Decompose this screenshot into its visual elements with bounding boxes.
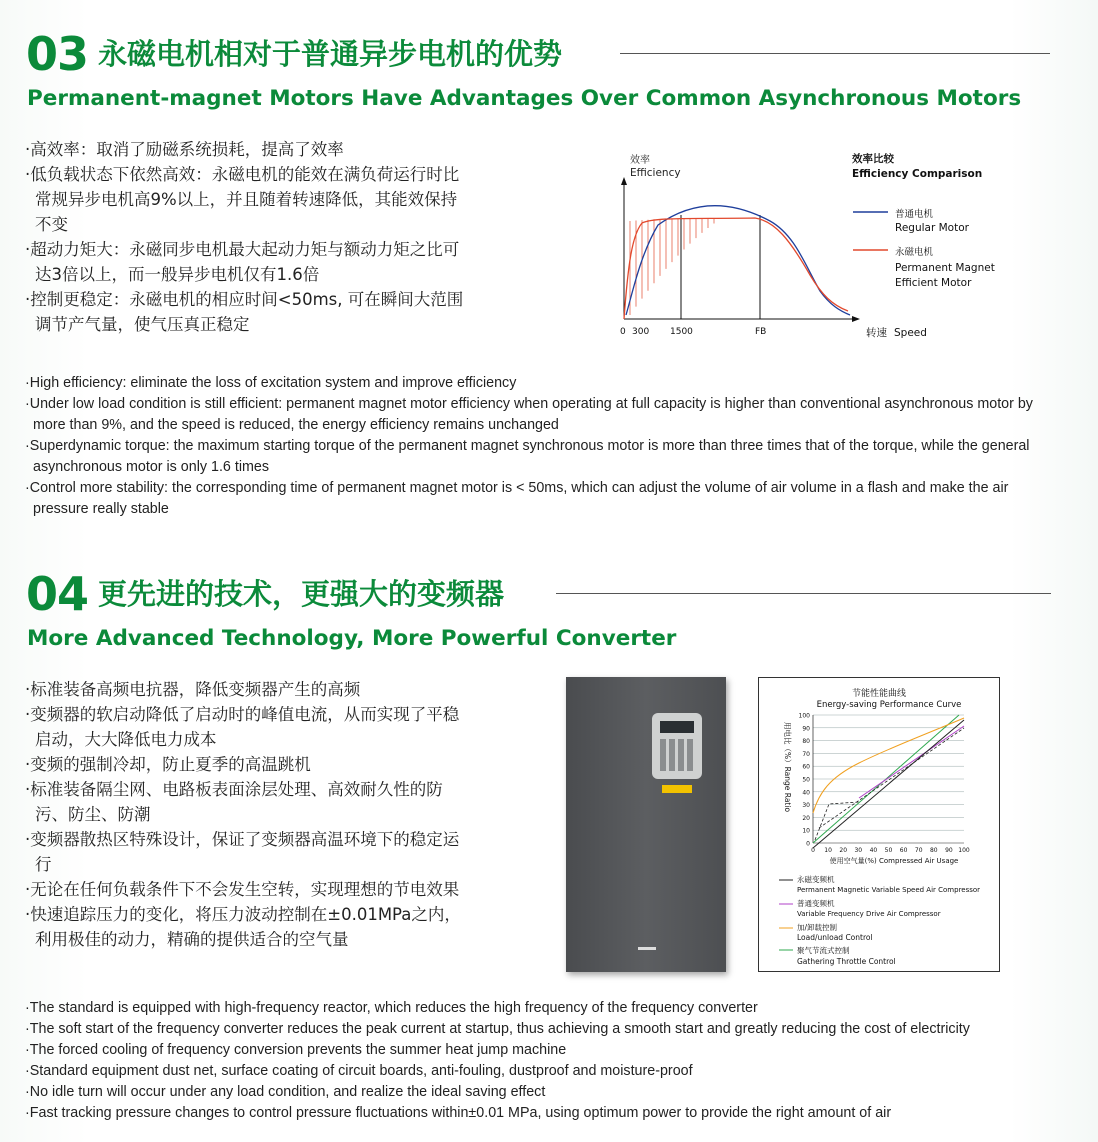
list-item: · The soft start of the frequency converter reduces the peak current at startup, thus achieving a smooth start and greatly reducing the cost of electricity [25, 1019, 1065, 1040]
legend-regular-cn: 普通电机 [895, 209, 934, 220]
x-label-en: Speed [894, 327, 927, 339]
list-item: · 变频的强制冷却，防止夏季的高温跳机 [25, 752, 470, 777]
x-tick: 300 [632, 327, 650, 337]
y-tick: 10 [802, 827, 810, 835]
section-03-points-cn [25, 137, 470, 337]
legend-cn: 永磁变频机 [797, 875, 835, 884]
legend-pm-cn: 永磁电机 [895, 247, 934, 258]
section-03-number: 03 [26, 27, 89, 81]
vent-slot [638, 947, 656, 950]
list-item: · 控制更稳定：永磁电机的相应时间<50ms, 可在瞬间大范围调节产气量，使气压真正稳定 [25, 287, 470, 337]
regular-motor-curve [626, 206, 850, 315]
chart-title-en: Energy-saving Performance Curve [816, 700, 962, 710]
legend-cn: 聚气节流式控制 [797, 946, 850, 955]
chart-title-en: Efficiency Comparison [852, 168, 983, 180]
list-item: · Fast tracking pressure changes to control pressure fluctuations within±0.01 MPa, using optimum power to provide the right amount of air [25, 1103, 1065, 1124]
x-tick: 70 [914, 847, 923, 854]
section-04-points-en [25, 998, 1065, 1124]
x-tick: 20 [839, 847, 848, 854]
list-item: · 低负载状态下依然高效：永磁电机的能效在满负荷运行时比常规异步电机高9%以上，并且随着转速降低，其能效保持不变 [25, 162, 470, 237]
energy-saving-chart-box [758, 677, 1000, 972]
list-item: · 变频器的软启动降低了启动时的峰值电流，从而实现了平稳启动，大大降低电力成本 [25, 702, 470, 752]
list-item: · No idle turn will occur under any load condition, and realize the ideal saving effect [25, 1082, 1065, 1103]
list-item: · Standard equipment dust net, surface coating of circuit boards, anti-fouling, dustproof and moisture-proof [25, 1061, 1065, 1082]
x-tick: 30 [854, 847, 863, 854]
series-load-unload [813, 718, 964, 813]
chart-y-label-en: Efficiency [630, 167, 681, 179]
list-item: · Superdynamic torque: the maximum starting torque of the permanent magnet synchronous motor is more than three times that of the torque, while the general asynchronous motor is only 1.6 times [25, 436, 1065, 478]
x-tick: 60 [899, 847, 908, 854]
section-04-number: 04 [26, 567, 89, 621]
x-tick: 100 [958, 847, 970, 854]
section-04-rule [556, 593, 1051, 594]
warning-label [662, 785, 692, 793]
y-tick: 30 [802, 802, 810, 810]
section-03-title-cn: 永磁电机相对于普通异步电机的优势 [98, 37, 563, 71]
list-item: · 标准装备隔尘网、电路板表面涂层处理、高效耐久性的防污、防尘、防潮 [25, 777, 470, 827]
list-item: · 无论在任何负载条件下不会发生空转，实现理想的节电效果 [25, 877, 470, 902]
efficiency-chart [610, 145, 1010, 345]
y-tick: 20 [802, 814, 810, 822]
efficiency-gain-hatch [630, 218, 714, 315]
list-item: · 标准装备高频电抗器，降低变频器产生的高频 [25, 677, 470, 702]
legend-pm-en1: Permanent Magnet [895, 262, 995, 274]
y-tick: 0 [806, 840, 810, 848]
section-03-title-en: Permanent-magnet Motors Have Advantages Over Common Asynchronous Motors [27, 86, 1022, 111]
y-tick: 40 [802, 789, 810, 797]
list-item: · The forced cooling of frequency conversion prevents the summer heat jump machine [25, 1040, 1065, 1061]
y-axis-arrow [621, 177, 627, 185]
legend-cn: 加/卸载控制 [797, 923, 838, 932]
legend-pm-en2: Efficient Motor [895, 277, 972, 289]
list-item: · 高效率：取消了励磁系统损耗，提高了效率 [25, 137, 470, 162]
permanent-magnet-curve [624, 218, 848, 319]
legend-en: Load/unload Control [797, 933, 873, 942]
list-item: · High efficiency: eliminate the loss of excitation system and improve efficiency [25, 373, 1065, 394]
x-axis-arrow [852, 316, 860, 322]
x-tick: 10 [824, 847, 832, 854]
keypad [660, 739, 694, 771]
section-04-title-en: More Advanced Technology, More Powerful Converter [27, 626, 677, 651]
legend-regular-en: Regular Motor [895, 222, 969, 234]
x-axis-label: 使用空气量(%) Compressed Air Usage [829, 857, 959, 865]
chart-title-cn: 效率比较 [852, 153, 894, 165]
x-tick: FB [755, 327, 767, 337]
legend-en: Variable Frequency Drive Air Compressor [797, 910, 941, 918]
x-tick: 1500 [670, 327, 693, 337]
series-pm-vsd [813, 720, 964, 848]
legend-en: Gathering Throttle Control [797, 957, 896, 966]
y-tick: 100 [798, 712, 810, 720]
section-04-points-cn [25, 677, 470, 952]
series-pm-vsd-dashed [815, 728, 964, 840]
chart-title-cn: 节能性能曲线 [851, 689, 907, 699]
chart-y-label-cn: 效率 [630, 155, 650, 166]
y-axis-label: 用电比（%）Range Ratio [783, 722, 792, 813]
control-panel [652, 713, 702, 779]
x-tick: 90 [945, 847, 953, 854]
legend-cn: 普通变频机 [797, 899, 835, 908]
list-item: · The standard is equipped with high-frequency reactor, which reduces the high frequency of the frequency converter [25, 998, 1065, 1019]
energy-saving-chart [759, 678, 999, 971]
y-tick: 60 [802, 763, 810, 771]
frequency-converter-image [566, 677, 726, 972]
list-item: · Under low load condition is still efficient: permanent magnet motor efficiency when operating at full capacity is higher than conventional asynchronous motor by more than 9%, and the speed is reduced, the energy efficiency remains unchanged [25, 394, 1065, 436]
y-tick: 50 [802, 776, 810, 784]
y-tick: 80 [802, 738, 810, 746]
list-item: · 超动力矩大：永磁同步电机最大起动力矩与额动力矩之比可达3倍以上，而一般异步电机仅有1.6倍 [25, 237, 470, 287]
section-04-title-cn: 更先进的技术，更强大的变频器 [98, 577, 505, 611]
series-vfd [859, 726, 964, 798]
x-tick: 40 [869, 847, 878, 854]
section-03-rule [620, 53, 1050, 54]
list-item: · 快速追踪压力的变化，将压力波动控制在±0.01MPa之内，利用极佳的动力，精确的提供适合的空气量 [25, 902, 470, 952]
x-label-cn: 转速 [866, 327, 887, 339]
x-ticks [811, 847, 970, 854]
section-03-points-en [25, 373, 1065, 520]
display-screen [660, 721, 694, 733]
x-tick: 80 [929, 847, 938, 854]
list-item: · Control more stability: the corresponding time of permanent magnet motor is < 50ms, which can adjust the volume of air volume in a flash and make the air pressure really stable [25, 478, 1065, 520]
list-item: · 变频器散热区特殊设计，保证了变频器高温环境下的稳定运行 [25, 827, 470, 877]
x-tick: 0 [811, 847, 815, 854]
legend-en: Permanent Magnetic Variable Speed Air Compressor [797, 886, 981, 894]
x-tick: 0 [620, 327, 626, 337]
y-tick: 90 [802, 725, 810, 733]
y-ticks [799, 713, 811, 848]
x-tick: 50 [884, 847, 893, 854]
y-tick: 70 [802, 750, 810, 758]
